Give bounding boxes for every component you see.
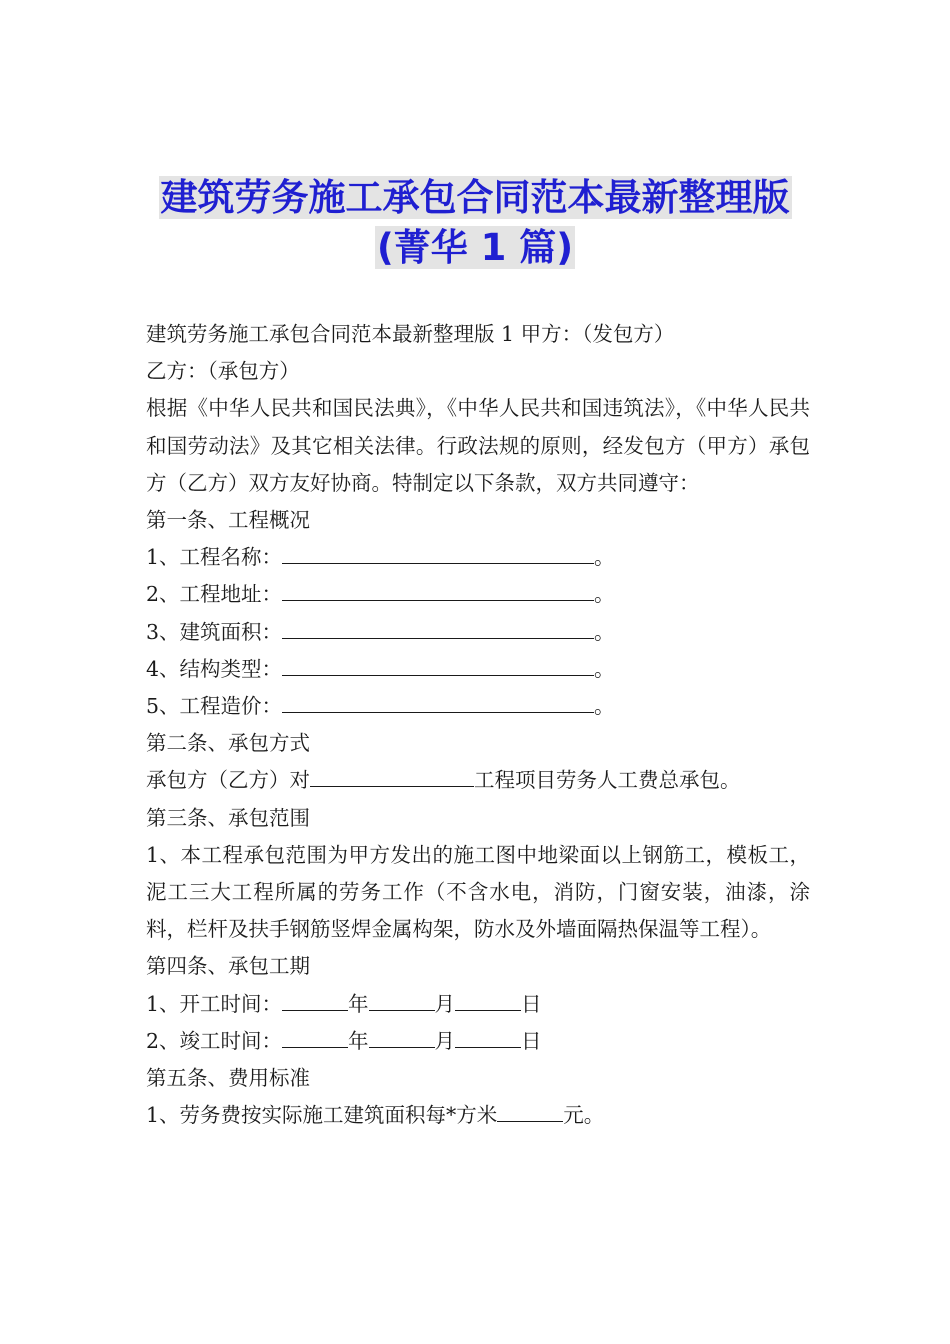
article1-heading: 第一条、工程概况 — [146, 508, 310, 533]
completion-date-line — [146, 1023, 810, 1060]
document-title-line1: 建筑劳务施工承包合同范本最新整理版 — [160, 176, 790, 219]
year-label: 年 — [348, 1028, 369, 1053]
project-name-line — [146, 539, 810, 576]
day-label: 日 — [521, 991, 542, 1016]
labor-fee-prefix: 1、劳务费按实际施工建筑面积每*方米 — [146, 1103, 498, 1128]
month-label: 月 — [434, 991, 456, 1016]
project-cost-line — [146, 688, 810, 725]
structure-type-label: 4、结构类型： — [146, 656, 283, 681]
labor-fee-suffix: 元。 — [563, 1103, 605, 1128]
contract-method-suffix: 工程项目劳务人工费总承包。 — [474, 768, 741, 793]
contract-scope-paragraph: 1、本工程承包范围为甲方发出的施工图中地梁面以上钢筋工，模板工，泥工三大工程所属的劳务工作（不含水电，消防，门窗安装，油漆，涂料，栏杆及扶手钢筋竖焊金属构架，防水及外墙面隔热保温等工程）。 — [146, 842, 810, 942]
article4-heading: 第四条、承包工期 — [146, 954, 310, 979]
project-name-blank[interactable] — [282, 541, 594, 564]
completion-month-blank[interactable] — [369, 1025, 435, 1048]
labor-fee-blank[interactable] — [497, 1099, 563, 1122]
start-year-blank[interactable] — [282, 988, 348, 1011]
project-address-blank[interactable] — [282, 578, 594, 601]
start-date-label: 1、开工时间： — [146, 991, 283, 1016]
building-area-blank[interactable] — [282, 616, 594, 639]
project-address-label: 2、工程地址： — [146, 582, 283, 607]
structure-type-line — [146, 651, 810, 688]
building-area-label: 3、建筑面积： — [146, 619, 283, 644]
start-month-blank[interactable] — [369, 988, 435, 1011]
start-date-line — [146, 986, 810, 1023]
labor-fee-line — [146, 1097, 810, 1134]
article2-heading: 第二条、承包方式 — [146, 731, 310, 756]
day-label: 日 — [521, 1028, 542, 1053]
structure-type-blank[interactable] — [282, 653, 594, 676]
line-end: 。 — [594, 656, 615, 681]
project-cost-label: 5、工程造价： — [146, 694, 283, 719]
completion-year-blank[interactable] — [282, 1025, 348, 1048]
preamble-paragraph: 根据《中华人民共和国民法典》，《中华人民共和国违筑法》，《中华人民共和国劳动法》及其它相关法律。行政法规的原则，经发包方（甲方）承包方（乙方）双方友好协商。特制定以下条款，双方共同遵守： — [146, 396, 810, 495]
article3-heading: 第三条、承包范围 — [146, 805, 310, 830]
month-label: 月 — [434, 1028, 456, 1053]
line-end: 。 — [594, 545, 615, 570]
party-b-line: 乙方：（承包方） — [146, 359, 300, 384]
project-cost-blank[interactable] — [282, 690, 594, 713]
article5-heading: 第五条、费用标准 — [146, 1066, 310, 1091]
year-label: 年 — [348, 991, 369, 1016]
document-body — [146, 316, 810, 1134]
line-end: 。 — [594, 619, 615, 644]
line-end: 。 — [594, 582, 615, 607]
building-area-line — [146, 614, 810, 651]
intro-line: 建筑劳务施工承包合同范本最新整理版 1 甲方：（发包方） — [146, 322, 675, 346]
start-day-blank[interactable] — [455, 988, 521, 1011]
contract-method-line — [146, 762, 810, 799]
project-item-blank[interactable] — [310, 764, 474, 787]
line-end: 。 — [594, 694, 615, 719]
completion-day-blank[interactable] — [455, 1025, 521, 1048]
completion-date-label: 2、竣工时间： — [146, 1028, 283, 1053]
project-address-line — [146, 576, 810, 613]
contract-method-prefix: 承包方（乙方）对 — [146, 768, 310, 793]
project-name-label: 1、工程名称： — [146, 545, 283, 570]
document-title-line2: (菁华 1 篇) — [376, 226, 574, 269]
